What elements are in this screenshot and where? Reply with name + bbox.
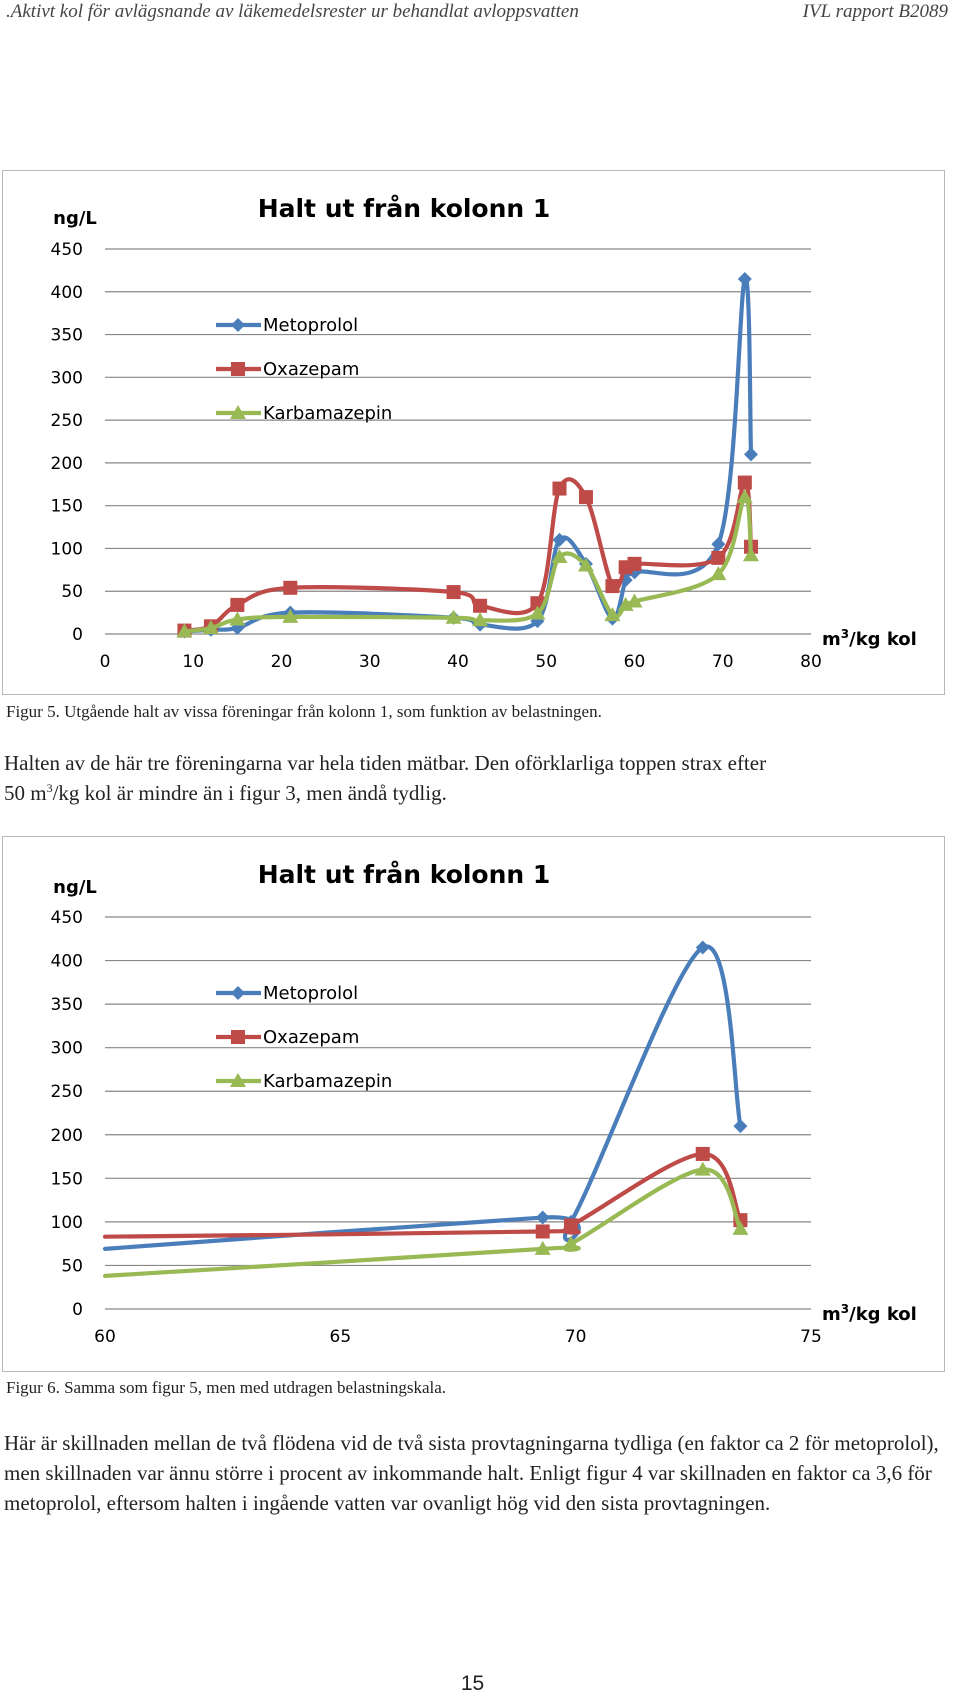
chart2-title: Halt ut från kolonn 1 — [257, 860, 551, 889]
chart2-y-tick-label-450: 450 — [50, 908, 83, 928]
chart2-x-tick-label-65: 65 — [329, 1327, 352, 1347]
chart1-oxazepam-point-12 — [711, 551, 725, 565]
chart1-oxazepam-point-7 — [552, 482, 566, 496]
chart2-legend-entry-karbamazepin — [216, 1071, 392, 1092]
paragraph-1-line-2-pre: 50 m — [4, 781, 47, 805]
chart1-series-oxazepam — [177, 476, 758, 638]
chart1-title: Halt ut från kolonn 1 — [257, 194, 551, 223]
chart2-y-tick-label-0: 0 — [72, 1300, 83, 1320]
chart1-x-tick-label-80: 80 — [800, 652, 822, 672]
header-title: .Aktivt kol för avlägsnande av läkemedelsrester ur behandlat avloppsvatten — [6, 1, 579, 22]
figure-6-caption: Figur 6. Samma som figur 5, men med utdragen belastningskala. — [6, 1378, 447, 1397]
chart1-metoprolol-point-13 — [738, 272, 752, 286]
chart2-y-tick-label-300: 300 — [50, 1038, 83, 1059]
chart2-legend-label-metoprolol: Metoprolol — [263, 983, 359, 1004]
chart1-metoprolol-point-14 — [744, 447, 758, 461]
figure-5-caption: Figur 5. Utgående halt av vissa föreningar från kolonn 1, som funktion av belastningen. — [6, 702, 602, 721]
chart1-oxazepam-point-8 — [579, 490, 593, 504]
figure-5-chart — [2, 170, 945, 695]
chart2-x-axis-label: $m^3/kg$ kol — [822, 1302, 917, 1325]
chart1-legend-label-oxazepam: Oxazepam — [263, 359, 360, 380]
chart1-y-axis-label: ng/L — [53, 208, 97, 229]
chart1-metoprolol-point-7 — [552, 533, 566, 547]
figure-6-chart-svg — [3, 837, 944, 1371]
chart1-oxazepam-point-5 — [473, 599, 487, 613]
chart1-oxazepam-point-4 — [447, 585, 461, 599]
chart2-legend-marker-oxazepam — [231, 1030, 245, 1044]
chart2-series-metoprolol — [105, 940, 747, 1248]
chart2-legend-label-karbamazepin: Karbamazepin — [263, 1071, 393, 1092]
chart1-legend-label-metoprolol: Metoprolol — [263, 315, 359, 336]
paragraph-1 — [4, 748, 949, 808]
chart1-y-tick-label-350: 350 — [50, 325, 83, 346]
chart1-y-tick-label-300: 300 — [50, 368, 83, 389]
chart2-y-tick-label-350: 350 — [50, 995, 83, 1016]
chart2-legend-entry-metoprolol — [216, 983, 358, 1004]
chart1-x-tick-label-30: 30 — [358, 652, 381, 672]
chart2-y-tick-label-250: 250 — [50, 1082, 83, 1103]
figure-6-chart — [2, 836, 945, 1372]
paragraph-1-superscript: 3 — [46, 781, 53, 795]
chart1-oxazepam-point-2 — [230, 598, 244, 612]
chart1-x-axis-label: $m^3/kg$ kol — [822, 627, 917, 650]
paragraph-1-line-2-post: /kg kol är mindre än i figur 3, men ändå tydlig. — [52, 781, 447, 805]
chart2-legend-entry-oxazepam — [216, 1027, 359, 1048]
chart1-y-tick-label-250: 250 — [50, 411, 83, 432]
chart1-x-tick-label-40: 40 — [447, 652, 469, 672]
figure-5-chart-svg — [3, 171, 944, 694]
chart2-x-tick-label-70: 70 — [564, 1327, 587, 1347]
chart1-legend-entry-metoprolol — [216, 315, 358, 336]
chart2-x-tick-label-75: 75 — [800, 1327, 822, 1347]
chart1-y-tick-label-400: 400 — [50, 282, 83, 303]
chart1-legend-marker-oxazepam — [231, 362, 245, 376]
chart1-x-tick-label-60: 60 — [623, 652, 646, 672]
chart2-y-tick-label-50: 50 — [61, 1256, 83, 1277]
chart1-y-tick-label-200: 200 — [50, 453, 83, 474]
chart1-y-tick-label-100: 100 — [50, 539, 83, 560]
chart1-x-tick-label-70: 70 — [711, 652, 734, 672]
chart1-oxazepam-line — [184, 479, 751, 630]
paragraph-1-line-2 — [4, 778, 949, 808]
paragraph-1-line-1: Halten av de här tre föreningarna var hela tiden mätbar. Den oförklarliga toppen strax efter — [4, 751, 767, 775]
chart2-y-tick-label-100: 100 — [50, 1212, 83, 1233]
chart2-karbamazepin-line — [105, 1170, 740, 1276]
chart2-y-axis-label: ng/L — [53, 877, 97, 898]
header-report-id: IVL rapport B2089 — [802, 1, 948, 22]
chart2-legend-marker-metoprolol — [231, 986, 245, 1000]
chart1-y-tick-label-450: 450 — [50, 240, 83, 260]
chart1-oxazepam-point-11 — [628, 557, 642, 571]
chart2-y-tick-label-150: 150 — [50, 1169, 83, 1190]
chart1-x-tick-label-10: 10 — [182, 652, 205, 672]
chart2-oxazepam-point-1 — [536, 1224, 550, 1238]
chart1-x-tick-label-0: 0 — [99, 652, 111, 672]
chart1-x-tick-label-20: 20 — [270, 652, 293, 672]
chart1-legend-entry-karbamazepin — [216, 403, 392, 424]
chart1-oxazepam-point-13 — [738, 476, 752, 490]
chart1-y-tick-label-150: 150 — [50, 496, 83, 517]
chart2-y-tick-label-400: 400 — [50, 951, 83, 972]
paragraph-2: Här är skillnaden mellan de två flödena vid de två sista provtagningarna tydliga (en faktor ca 2 för metoprolol), men skillnaden var ännu större i procent av inkommande halt. Enligt figur 4 var skillnaden en faktor ca 3,6 för metoprolol, eftersom halten i ingående vatten var ovanligt hög vid den sista provtagningen. — [4, 1431, 939, 1515]
chart2-metoprolol-line — [105, 946, 740, 1248]
chart2-x-tick-label-60: 60 — [94, 1327, 116, 1347]
chart2-oxazepam-point-2 — [564, 1218, 578, 1232]
chart2-y-tick-label-200: 200 — [50, 1125, 83, 1146]
chart1-oxazepam-point-3 — [283, 581, 297, 595]
page-header — [0, 0, 960, 30]
chart2-metoprolol-point-4 — [733, 1119, 747, 1133]
chart1-legend-marker-metoprolol — [231, 318, 245, 332]
page-number: 15 — [460, 1672, 485, 1695]
chart1-legend-label-karbamazepin: Karbamazepin — [263, 403, 393, 424]
chart1-y-tick-label-50: 50 — [61, 582, 83, 603]
chart2-legend-label-oxazepam: Oxazepam — [263, 1027, 360, 1048]
chart1-x-tick-label-50: 50 — [535, 652, 558, 672]
chart2-oxazepam-point-3 — [696, 1147, 710, 1161]
chart1-oxazepam-point-9 — [605, 579, 619, 593]
chart1-y-tick-label-0: 0 — [72, 625, 83, 645]
